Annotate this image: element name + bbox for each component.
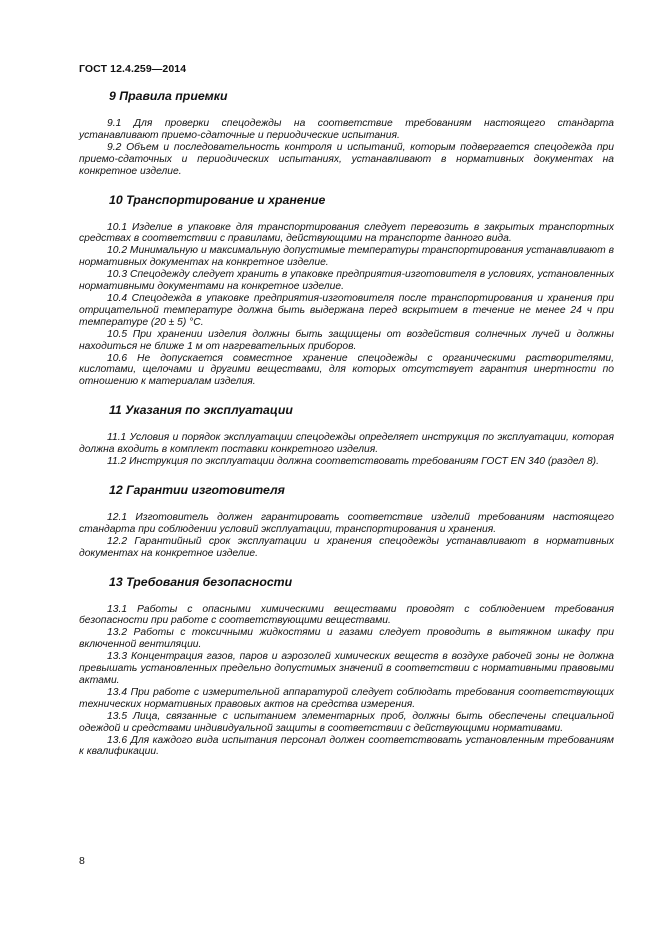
section-10 (79, 192, 614, 389)
paragraph: 9.2 Объем и последовательность контроля и испытаний, которым подвергается спецодежда при приемо-сдаточных и периодических испытаниях, устанавливают в нормативных документах на конкретное изделие. (79, 141, 614, 177)
section-title: 9 Правила приемки (109, 89, 228, 103)
section-12 (79, 482, 614, 560)
paragraph: 11.1 Условия и порядок эксплуатации спецодежды определяет инструкция по эксплуатации, которая должна входить в комплект поставки конкретного изделия. (79, 432, 614, 456)
paragraph: 12.2 Гарантийный срок эксплуатации и хранения спецодежды устанавливают в нормативных документах на конкретное изделие. (79, 535, 614, 559)
paragraph: 13.6 Для каждого вида испытания персонал должен соответствовать установленным требованиям к квалификации. (79, 734, 614, 758)
document-body (79, 88, 614, 772)
section-title: 12 Гарантии изготовителя (109, 482, 285, 497)
page-number: 8 (79, 855, 85, 867)
paragraph: 13.4 При работе с измерительной аппаратурой следует соблюдать требования соответствующих технических нормативных правовых актов на средства измерения. (79, 686, 614, 710)
paragraph: 10.4 Спецодежда в упаковке предприятия-изготовителя после транспортирования и хранения при отрицательной температуре должна быть выдержана перед вскрытием в течение не менее 24 ч при температуре (20 ± 5) °С. (79, 292, 614, 328)
section-11 (79, 402, 614, 468)
paragraph: 10.5 При хранении изделия должны быть защищены от воздействия солнечных лучей и должны находиться не ближе 1 м от нагревательных приборов. (79, 328, 614, 352)
section-title: 10 Транспортирование и хранение (109, 192, 326, 207)
paragraph: 11.2 Инструкция по эксплуатации должна соответствовать требованиям ГОСТ EN 340 (раздел 8). (107, 456, 599, 468)
paragraph: 13.1 Работы с опасными химическими веществами проводят с соблюдением требования безопасности при работе с соответствующими веществами. (79, 603, 614, 627)
paragraph: 13.2 Работы с токсичными жидкостями и газами следует проводить в вытяжном шкафу при включенной вентиляции. (79, 627, 614, 651)
paragraph: 13.5 Лица, связанные с испытанием элементарных проб, должны быть обеспечены специальной одеждой и средствами индивидуальной защиты в соответствии с действующими нормативами. (79, 710, 614, 734)
section-title: 11 Указания по эксплуатации (109, 403, 293, 418)
paragraph: 10.2 Минимальную и максимальную допустимые температуры транспортирования устанавливают в нормативных документах на конкретное изделие. (79, 245, 614, 269)
document-code: ГОСТ 12.4.259—2014 (79, 63, 187, 75)
section-13 (79, 574, 614, 759)
paragraph: 10.1 Изделие в упаковке для транспортирования следует перевозить в закрытых транспортных средствах в соответствии с правилами, действующими на транспорте данного вида. (79, 221, 614, 245)
paragraph: 12.1 Изготовитель должен гарантировать соответствие изделий требованиям настоящего стандарта при соблюдении условий эксплуатации, транспортирования и хранения. (79, 511, 614, 535)
paragraph: 10.6 Не допускается совместное хранение спецодежды с органическими растворителями, кислотами, щелочами и другими веществами, для которых отсутствует гарантия инертности по отношению к материалам изделия. (79, 352, 614, 388)
section-9 (79, 88, 614, 178)
paragraph: 13.3 Концентрация газов, паров и аэрозолей химических веществ в воздухе рабочей зоны не должна превышать установленных предельно допустимых значений в соответствии с нормативными правовыми актами. (79, 651, 614, 686)
section-title: 13 Требования безопасности (109, 574, 293, 589)
paragraph: 10.3 Спецодежду следует хранить в упаковке предприятия-изготовителя в условиях, установленных нормативными документами на конкретное изделие. (79, 269, 614, 293)
paragraph: 9.1 Для проверки спецодежды на соответствие требованиям настоящего стандарта устанавливают приемо-сдаточные и периодические испытания. (79, 118, 614, 141)
